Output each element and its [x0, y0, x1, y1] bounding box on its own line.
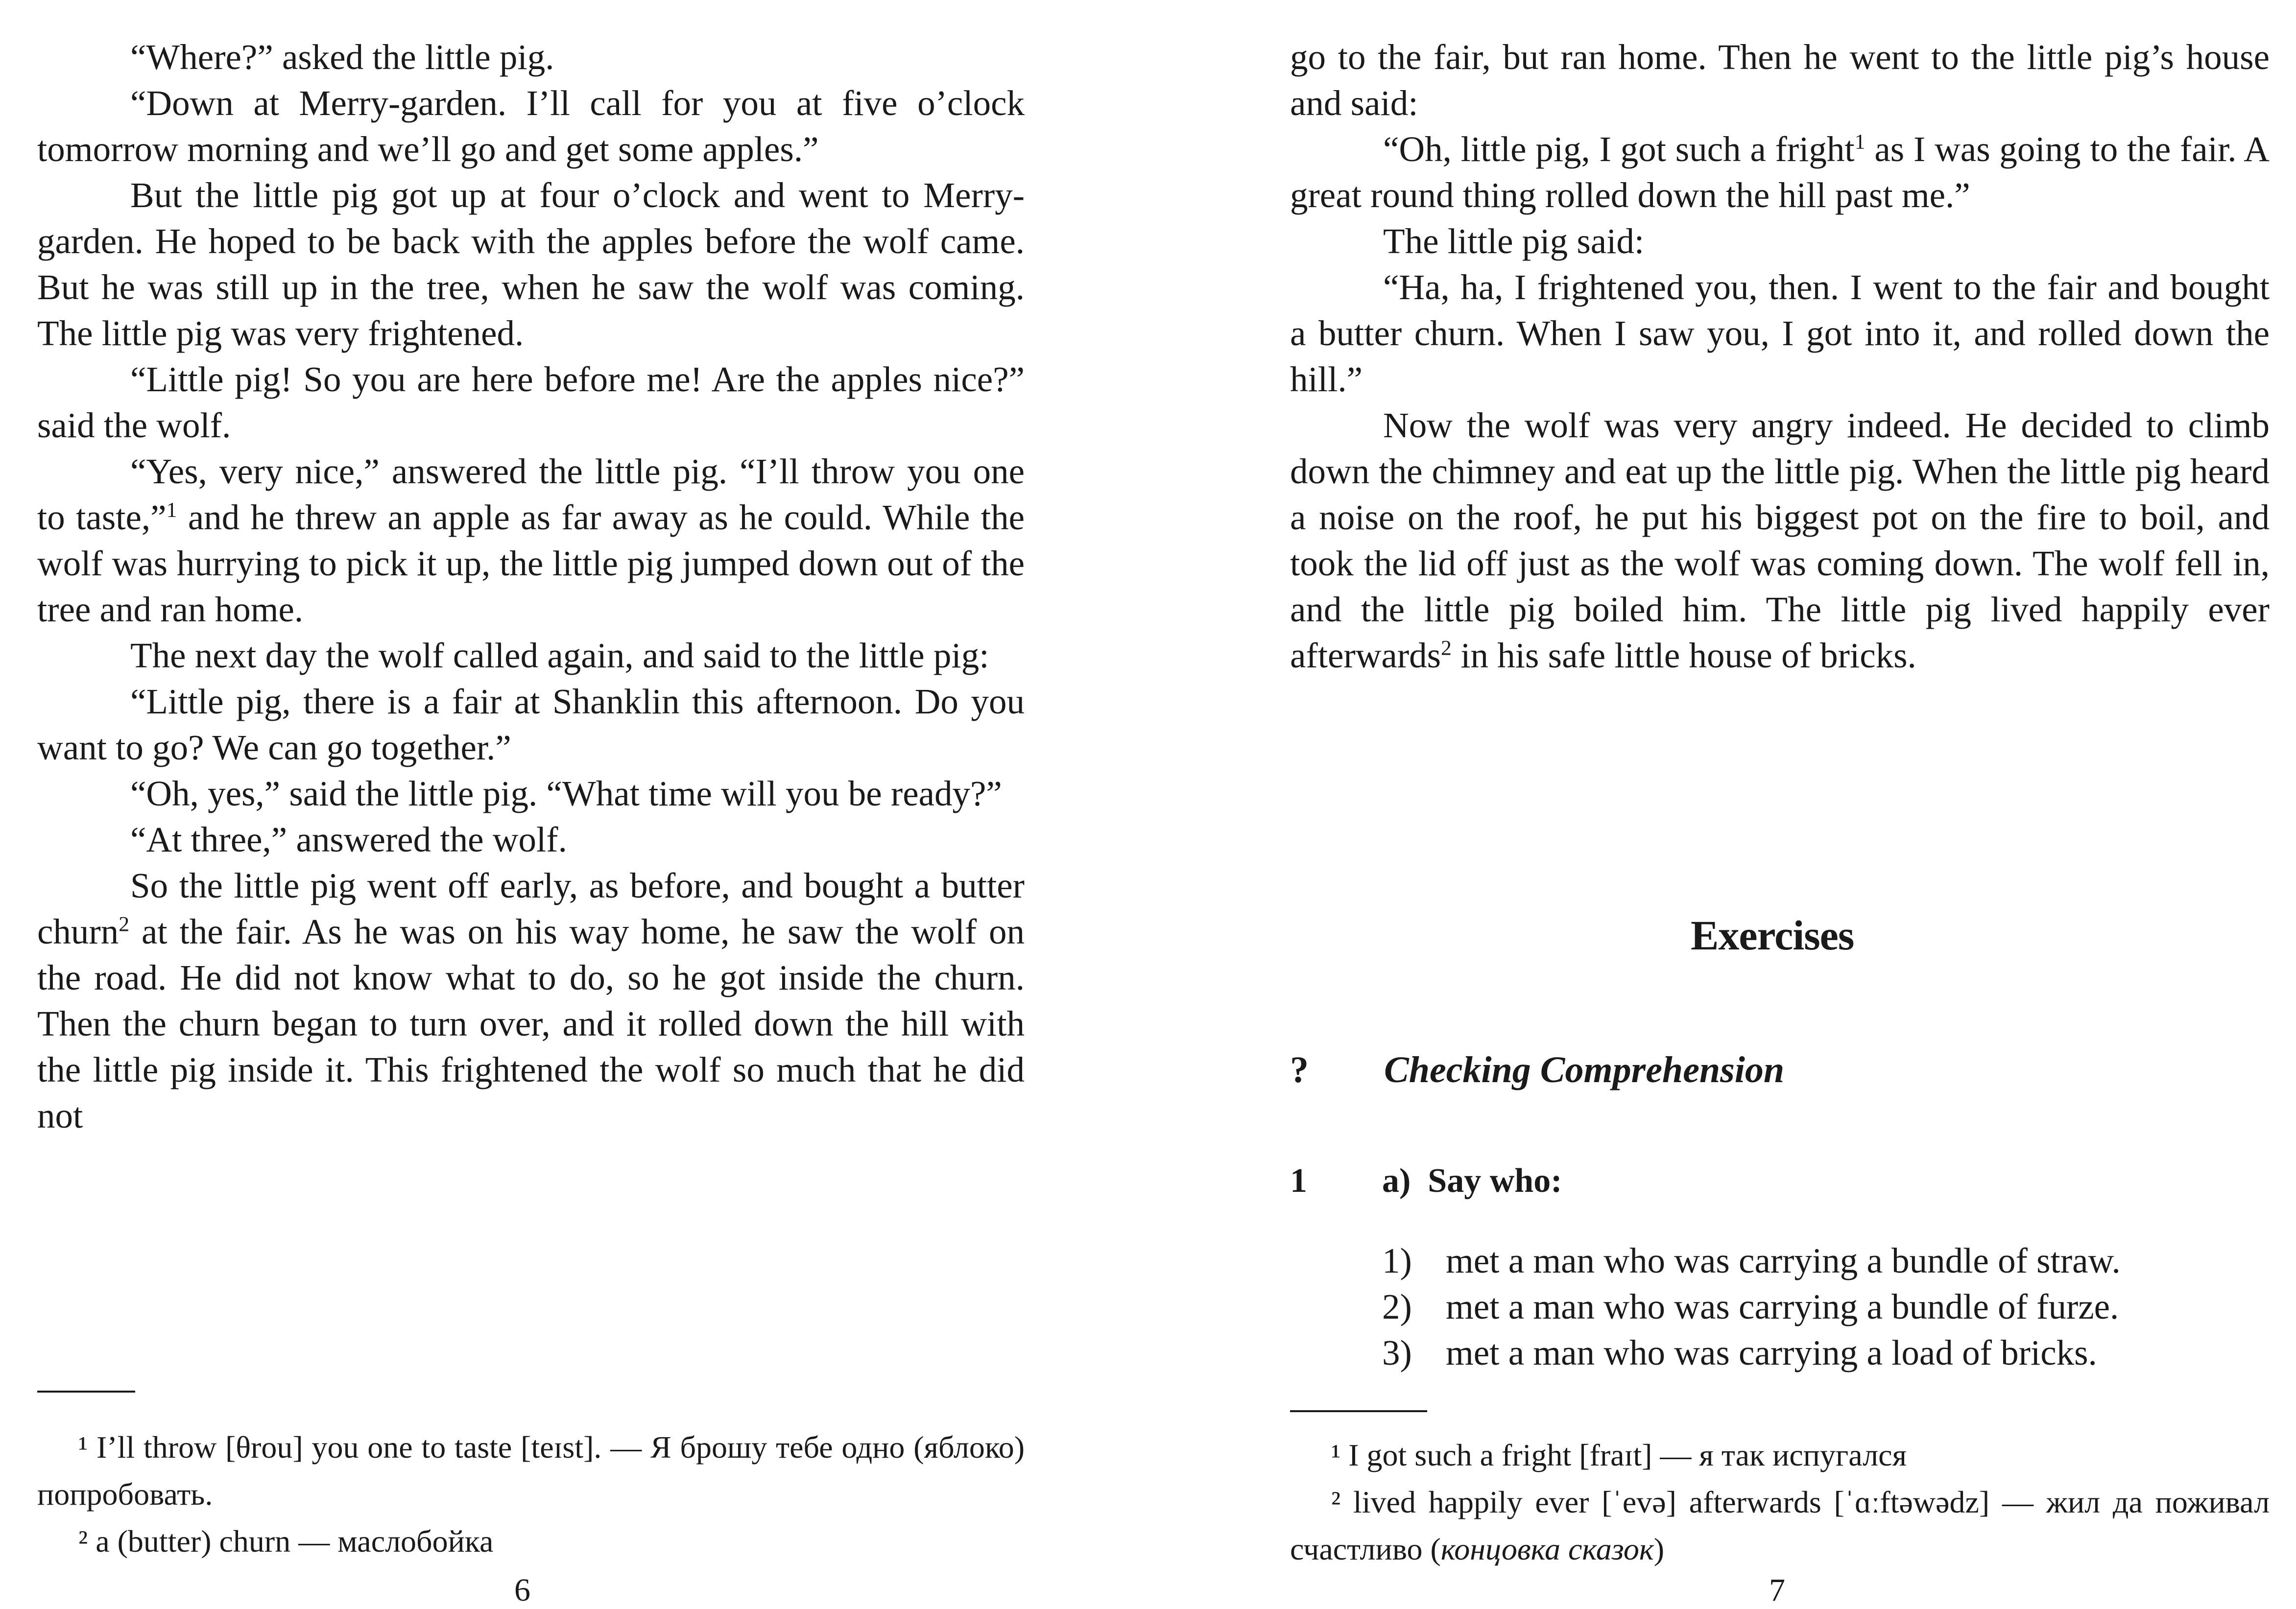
paragraph: “Oh, yes,” said the little pig. “What time will you be ready?”	[130, 774, 1002, 813]
paragraph: “Yes, very nice,” answered the little pig. “I’ll throw you one to taste,”$^1$ and he threw an apple as far away as he could. While the wolf was hurrying to pick it up, the little pig jumped down out of the tree and ran home.	[37, 451, 1025, 629]
left-body-text	[37, 34, 1025, 1139]
footnote-2: ² lived happily ever [ˈevə] afterwards [ˈɑːftəwədz] — жил да поживал счастливо (концовка сказок)	[1290, 1485, 2270, 1566]
page-number: 6	[514, 1572, 530, 1608]
footnote-marker: 2	[119, 912, 130, 936]
paragraph: So the little pig went off early, as before, and bought a butter churn$^2$ at the fair. As he was on his way home, he saw the wolf on the road. He did not know what to do, so he got inside the churn. Then the churn began to turn over, and it rolled down the hill with the little pig inside it. This frightened the wolf so much that he did not	[37, 866, 1025, 1136]
footnote-marker: 1	[1854, 130, 1866, 154]
paragraph: “Little pig, there is a fair at Shanklin this afternoon. Do you want to go? We can go together.”	[37, 682, 1025, 767]
list-item: 3) met a man who was carrying a load of bricks.	[1382, 1333, 2097, 1372]
list-item: 1) met a man who was carrying a bundle of straw.	[1382, 1241, 2121, 1280]
page-number: 7	[1769, 1572, 1785, 1608]
paragraph: “Ha, ha, I frightened you, then. I went to the fair and bought a butter churn. When I saw you, I got into it, and rolled down the hill.”	[1290, 267, 2270, 399]
paragraph: The next day the wolf called again, and said to the little pig:	[130, 636, 989, 675]
exercise-number: 1	[1290, 1162, 1307, 1200]
paragraph: go to the fair, but ran home. Then he went to the little pig’s house and said:	[1290, 37, 2270, 123]
footnote-2: ² a (butter) churn — маслобойка	[78, 1524, 494, 1559]
paragraph: Now the wolf was very angry indeed. He decided to climb down the chimney and eat up the little pig. When the little pig heard a noise on the roof, he put his biggest pot on the fire to boil, and took the lid off just as the wolf was coming down. The wolf fell in, and the little pig boiled him. The little pig lived happily ever afterwards$^2$ in his safe little house of bricks.	[1290, 405, 2270, 675]
footnote-marker: 2	[1441, 636, 1452, 660]
question-mark-icon: ?	[1290, 1049, 1309, 1090]
footnote-marker: 1	[166, 498, 177, 522]
paragraph: “Where?” asked the little pig.	[130, 37, 554, 77]
footnote-1: ¹ I got such a fright [fraɪt] — я так испугался	[1331, 1438, 1907, 1472]
paragraph: The little pig said:	[1383, 221, 1645, 261]
footnote-divider	[37, 1391, 135, 1393]
paragraph: But the little pig got up at four o’clock and went to Merry-garden. He hoped to be back with the apples before the wolf came. But he was still up in the tree, when he saw the wolf was coming. The little pig was very frightened.	[37, 175, 1025, 353]
footnote-1: ¹ I’ll throw [θrou] you one to taste [teɪst]. — Я брошу тебе одно (яблоко) попробовать.	[37, 1430, 1025, 1512]
right-footnotes	[1290, 1432, 2270, 1573]
paragraph: “Down at Merry-garden. I’ll call for you at five o’clock tomorrow morning and we’ll go and get some apples.”	[37, 83, 1025, 169]
right-body-text	[1290, 34, 2270, 679]
exercises-heading: Exercises	[1691, 912, 1854, 959]
list-item: 2) met a man who was carrying a bundle of furze.	[1382, 1287, 2119, 1326]
exercise-items	[1382, 1238, 2278, 1376]
footnote-divider	[1290, 1410, 1427, 1412]
paragraph: “Oh, little pig, I got such a fright$^1$ as I was going to the fair. A great round thing rolled down the hill past me.”	[1290, 129, 2270, 215]
paragraph: “At three,” answered the wolf.	[130, 820, 567, 859]
exercise-task: a) Say who:	[1382, 1162, 1562, 1200]
left-footnotes	[37, 1424, 1025, 1565]
paragraph: “Little pig! So you are here before me! Are the apples nice?” said the wolf.	[37, 359, 1025, 445]
section-title: Checking Comprehension	[1384, 1049, 1785, 1090]
left-page	[0, 0, 1148, 1608]
